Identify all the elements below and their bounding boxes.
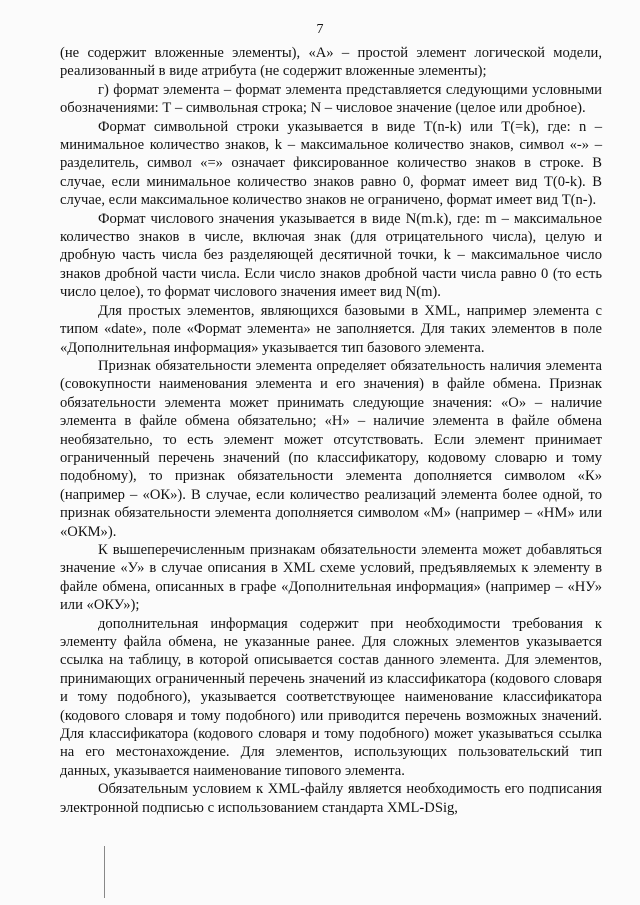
paragraph-3: Формат символьной строки указывается в виде T(n-k) или T(=k), где: n – минимальное количество знаков, k – максимальное количество знаков, символ «-» – разделитель, символ «=» означает фиксированное количество знаков в строке. В случае, если минимальное количество знаков равно 0, формат имеет вид T(0-k). В случае, если максимальное количество знаков не ограничено, формат имеет вид T(n-). — [60, 118, 602, 209]
paragraph-2: г) формат элемента – формат элемента представляется следующими условными обозначениями: Т – символьная строка; N – числовое значение (целое или дробное). — [60, 81, 602, 117]
paragraph-7: К вышеперечисленным признакам обязательности элемента может добавляться значение «У» в случае описания в XML схеме условий, предъявляемых к элементу в файле обмена, описанных в графе «Дополнительная информация» (например – «НУ» или «ОКУ»); — [60, 541, 602, 614]
paragraph-1: (не содержит вложенные элементы), «А» – простой элемент логической модели, реализованный в виде атрибута (не содержит вложенные элементы); — [60, 45, 602, 80]
paragraph-4: Формат числового значения указывается в виде N(m.k), где: m – максимальное количество знаков в числе, включая знак (для отрицательного числа), целую и дробную часть числа без разделяющей десятичной точки, k – максимальное число знаков дробной части числа. Если число знаков дробной части числа равно 0 (то есть число целое), то формат числового значения имеет вид N(m). — [60, 210, 602, 301]
paragraph-5: Для простых элементов, являющихся базовыми в XML, например элемента с типом «date», поле «Формат элемента» не заполняется. Для таких элементов в поле «Дополнительная информация» указывается тип базового элемента. — [60, 302, 602, 356]
paragraph-9: Обязательным условием к XML-файлу является необходимость его подписания электронной подписью с использованием стандарта XML-DSig, — [60, 781, 602, 816]
page-number: 7 — [316, 22, 324, 37]
scan-artifact-line — [104, 846, 105, 898]
paragraph-8: дополнительная информация содержит при необходимости требования к элементу файла обмена, не указанные ранее. Для сложных элементов указывается ссылка на таблицу, в которой описывается состав данного элемента. Для элементов, принимающих ограниченный перечень значений из классификатора (кодового словаря и тому подобного), указывается соответствующее наименование классификатора (кодового словаря и тому подобного) или приводится перечень возможных значений. Для классификатора (кодового словаря и тому подобного) может указываться ссылка на его местонахождение. Для элементов, использующих пользовательский тип данных, указывается наименование типового элемента. — [60, 615, 602, 779]
body-text — [60, 44, 602, 817]
paragraph-6: Признак обязательности элемента определяет обязательность наличия элемента (совокупности наименования элемента и его значения) в файле обмена. Признак обязательности элемента может принимать следующие значения: «О» – наличие элемента в файле обмена обязательно; «Н» – наличие элемента в файле обмена необязательно, то есть элемент может отсутствовать. Если элемент принимает ограниченный перечень значений (по классификатору, кодовому словарю и тому подобному), то признак обязательности элемента дополняется символом «К» (например – «ОК»). В случае, если количество реализаций элемента более одной, то признак обязательности элемента дополняется символом «М» (например – «НМ» или «ОКМ»). — [60, 357, 602, 540]
